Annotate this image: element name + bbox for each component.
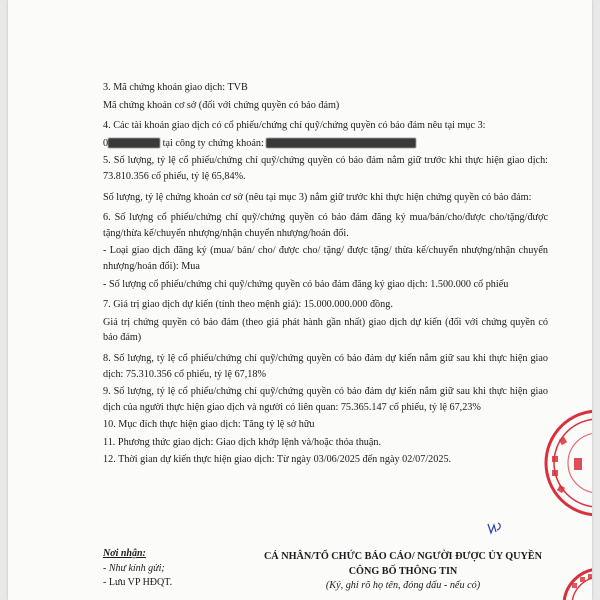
redacted-broker [266,138,416,148]
recipients-title: Nơi nhận: [103,548,146,559]
red-seal-stamp-bottom-icon [528,565,592,600]
item-7-sub: Giá trị chứng quyền có bảo đảm (theo giá phát hành gần nhất) giao dịch dự kiến (đối với chứng quyền có bảo đảm) [103,316,548,344]
item-3-sub: Mã chứng khoán cơ sở (đối với chứng quyền có bảo đảm) [103,99,340,111]
account-prefix: 0 [103,137,109,149]
item-4-account [103,136,548,152]
signer-note: (Ký, ghi rõ họ tên, đóng dấu - nếu có) [325,580,481,591]
document-page [8,0,592,600]
item-6-type: - Loại giao dịch đăng ký (mua/ bán/ cho/ được cho/ tặng/ được tặng/ thừa kế/chuyển nhượng/nhận chuyển nhượng/hoán đổi): Mua [103,245,548,272]
item-6-quantity: - Số lượng cổ phiếu/chứng chỉ quỹ/chứng quyền có bảo đảm đăng ký giao dịch: 1.500.000 cổ phiếu [103,278,509,290]
item-9: 9. Số lượng, tỷ lệ cổ phiếu/chứng chỉ quỹ/chứng quyền có bảo đảm dự kiến nắm giữ sau khi thực hiện giao dịch của người thực hiện giao dịch và người có liên quan: 75.365.147 cổ phiếu, tỷ lệ 67,23% [103,386,548,413]
item-11: 11. Phương thức giao dịch: Giao dịch khớp lệnh và/hoặc thỏa thuận. [103,436,382,448]
item-7: 7. Giá trị giao dịch dự kiến (tính theo mệnh giá): 15.000.000.000 đồng. [103,299,393,311]
item-5: 5. Số lượng, tỷ lệ cổ phiếu/chứng chỉ quỹ/chứng quyền có bảo đảm nắm giữ trước khi thực hiện giao dịch: 73.810.356 cổ phiếu, tỷ lệ 65,84%. [103,155,548,182]
item-4: 4. Các tài khoản giao dịch có cổ phiếu/chứng chỉ quỹ/chứng quyền có bảo đảm nêu tại mục 3: [103,120,486,132]
item-3: 3. Mã chứng khoán giao dịch: TVB [103,82,248,93]
item-10: 10. Mục đích thực hiện giao dịch: Tăng tỷ lệ sở hữu [103,419,315,431]
document-body [103,80,548,470]
signer-title: CÁ NHÂN/TỔ CHỨC BÁO CÁO/ NGƯỜI ĐƯỢC ỦY QUYỀN CÔNG BỐ THÔNG TIN [263,551,543,577]
recipients-block [103,547,253,591]
initial-scribble-icon [486,520,504,536]
signer-block [258,550,548,594]
item-8: 8. Số lượng, tỷ lệ cổ phiếu/chứng chỉ quỹ/chứng quyền có bảo đảm dự kiến nắm giữ sau khi thực hiện giao dịch: 75.310.356 cổ phiếu, tỷ lệ 67,18% [103,352,548,380]
item-6: 6. Số lượng cổ phiếu/chứng chỉ quỹ/chứng quyền có bảo đảm đăng ký mua/bán/cho/được cho/tặng/được tặng/thừa kế/chuyển nhượng/nhận chuyển nhượng/hoán đổi. [103,212,548,239]
red-seal-stamp-icon [536,408,592,518]
recipient-line: - Lưu VP HĐQT. [103,577,173,588]
item-5-sub: Số lượng, tỷ lệ chứng khoán cơ sở (nêu tại mục 3) nắm giữ trước khi thực hiện chứng quyền có bảo đảm: [103,191,532,203]
account-suffix: tại công ty chứng khoán: [160,137,267,149]
recipient-line: - Như kính gửi; [103,562,165,574]
redacted-account [108,138,160,148]
item-12: 12. Thời gian dự kiến thực hiện giao dịch: Từ ngày 03/06/2025 đến ngày 02/07/2025. [103,454,452,466]
